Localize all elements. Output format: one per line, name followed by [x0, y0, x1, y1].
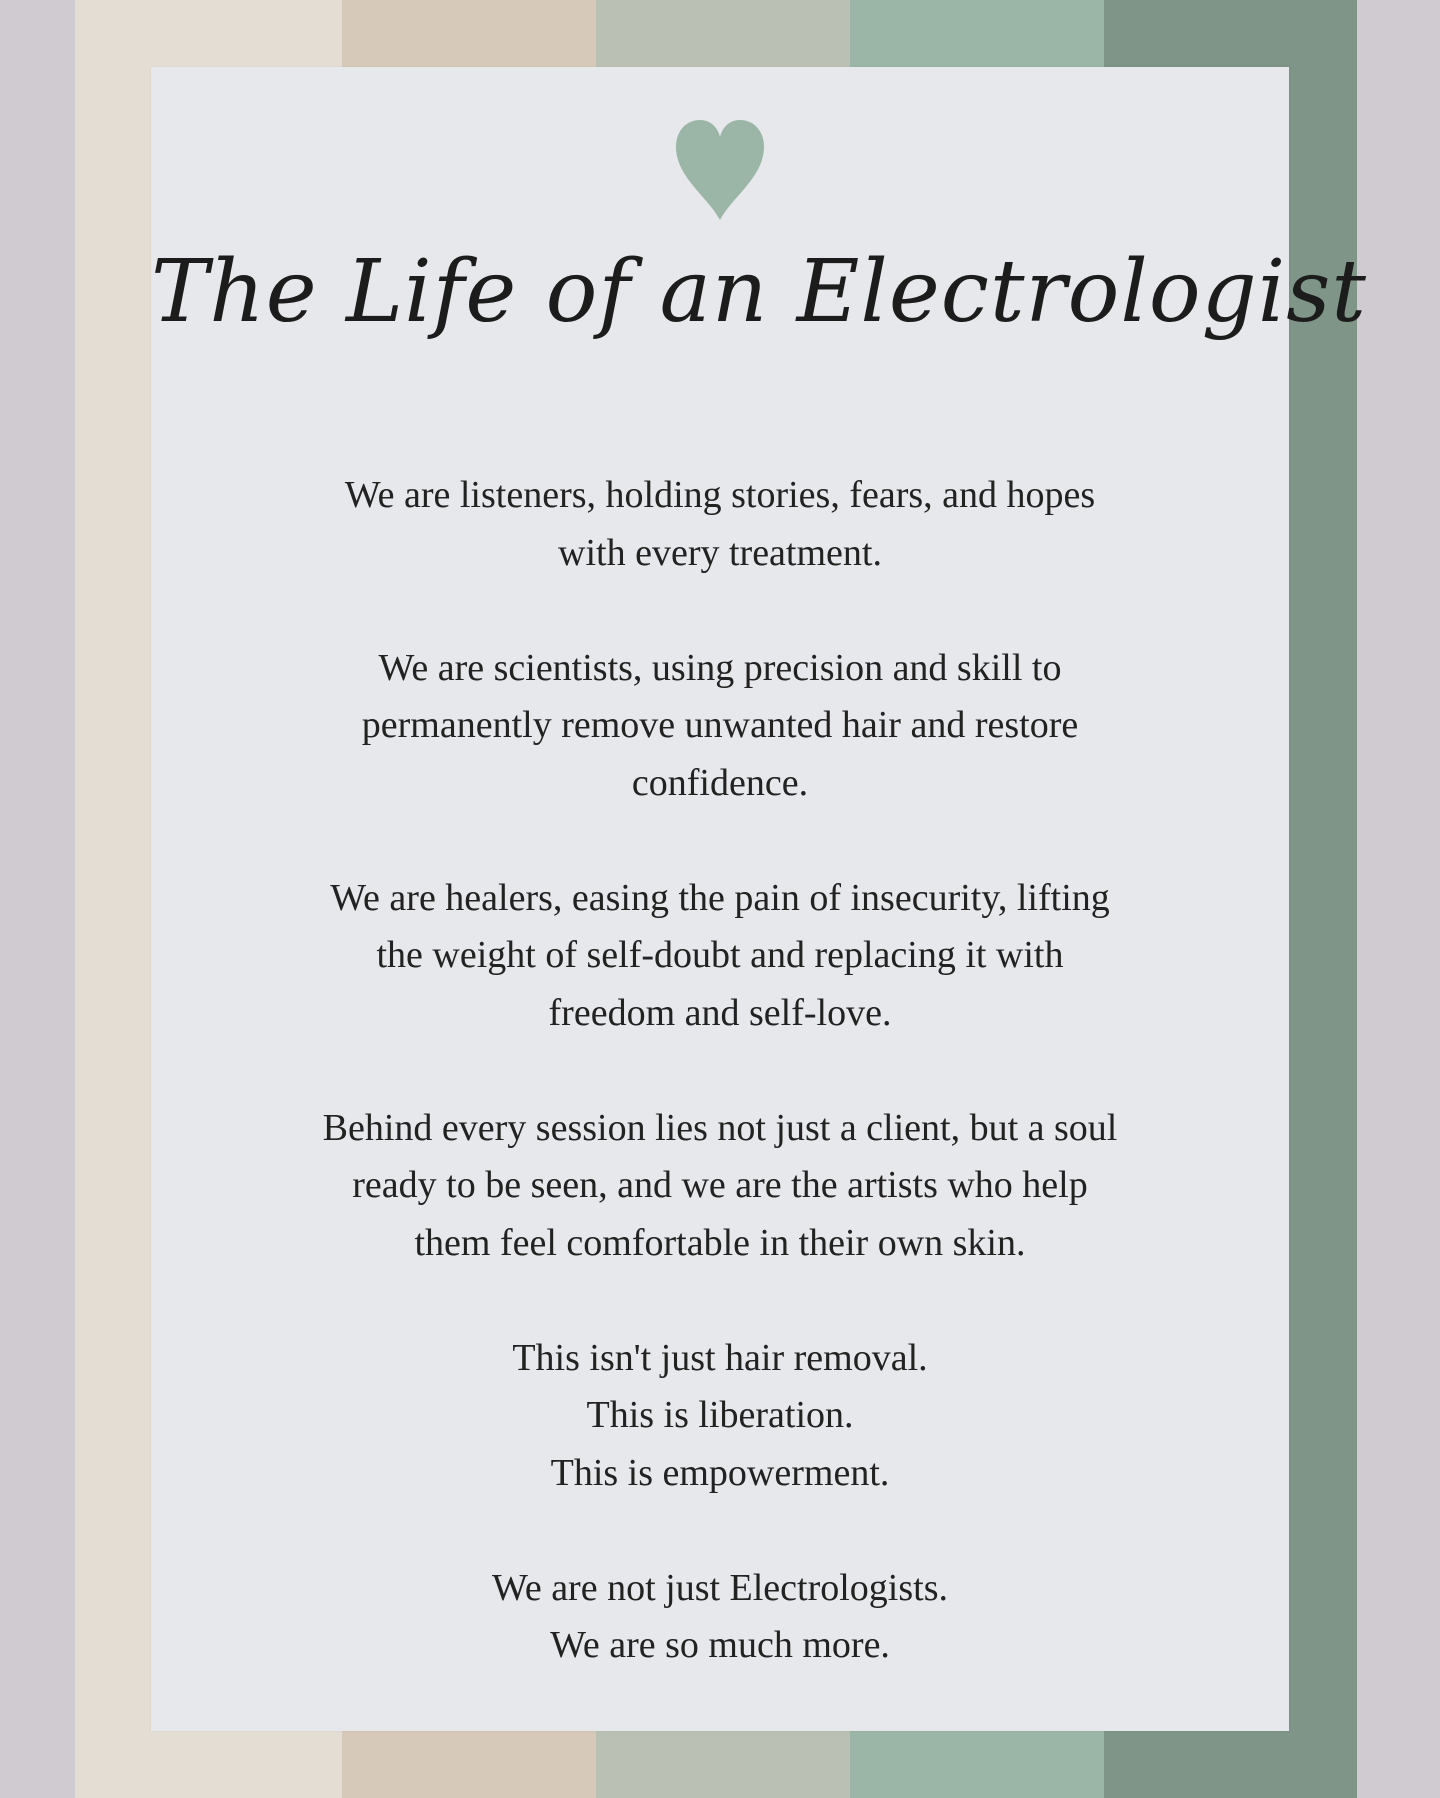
page-title: The Life of an Electrologist — [151, 242, 1367, 342]
paragraph-line: ready to be seen, and we are the artists who help — [352, 1164, 1088, 1206]
paragraph-line: This is empowerment. — [550, 1451, 890, 1494]
paragraph-line: the weight of self-doubt and replacing it with — [376, 934, 1064, 976]
paragraph-line: This is liberation. — [586, 1394, 854, 1436]
quote-card — [151, 67, 1367, 1731]
paragraph-line: with every treatment. — [558, 531, 882, 574]
paragraph-line: confidence. — [631, 761, 809, 804]
paragraph-line: This isn't just hair removal. — [512, 1336, 928, 1379]
paragraph-line: We are scientists, using precision and skill to — [378, 646, 1062, 689]
quote-body — [191, 467, 1249, 1732]
paragraph-4 — [191, 1100, 1249, 1273]
paragraph-line: We are not just Electrologists. — [492, 1566, 948, 1609]
paragraph-line: We are listeners, holding stories, fears, and hopes — [344, 474, 1096, 516]
paragraph-line: Behind every session lies not just a client, but a soul — [322, 1106, 1118, 1149]
paragraph-3 — [191, 870, 1249, 1043]
paragraph-line: permanently remove unwanted hair and restore — [361, 704, 1079, 746]
paragraph-line: We are healers, easing the pain of insecurity, lifting — [330, 876, 1110, 919]
paragraph-6 — [191, 1560, 1249, 1675]
paragraph-line: We are so much more. — [550, 1624, 890, 1666]
paragraph-line: them feel comfortable in their own skin. — [414, 1221, 1026, 1264]
paragraph-line: freedom and self-love. — [548, 991, 892, 1034]
heart-icon — [670, 115, 770, 225]
paragraph-1 — [191, 467, 1249, 582]
paragraph-5 — [191, 1330, 1249, 1503]
paragraph-2 — [191, 640, 1249, 813]
